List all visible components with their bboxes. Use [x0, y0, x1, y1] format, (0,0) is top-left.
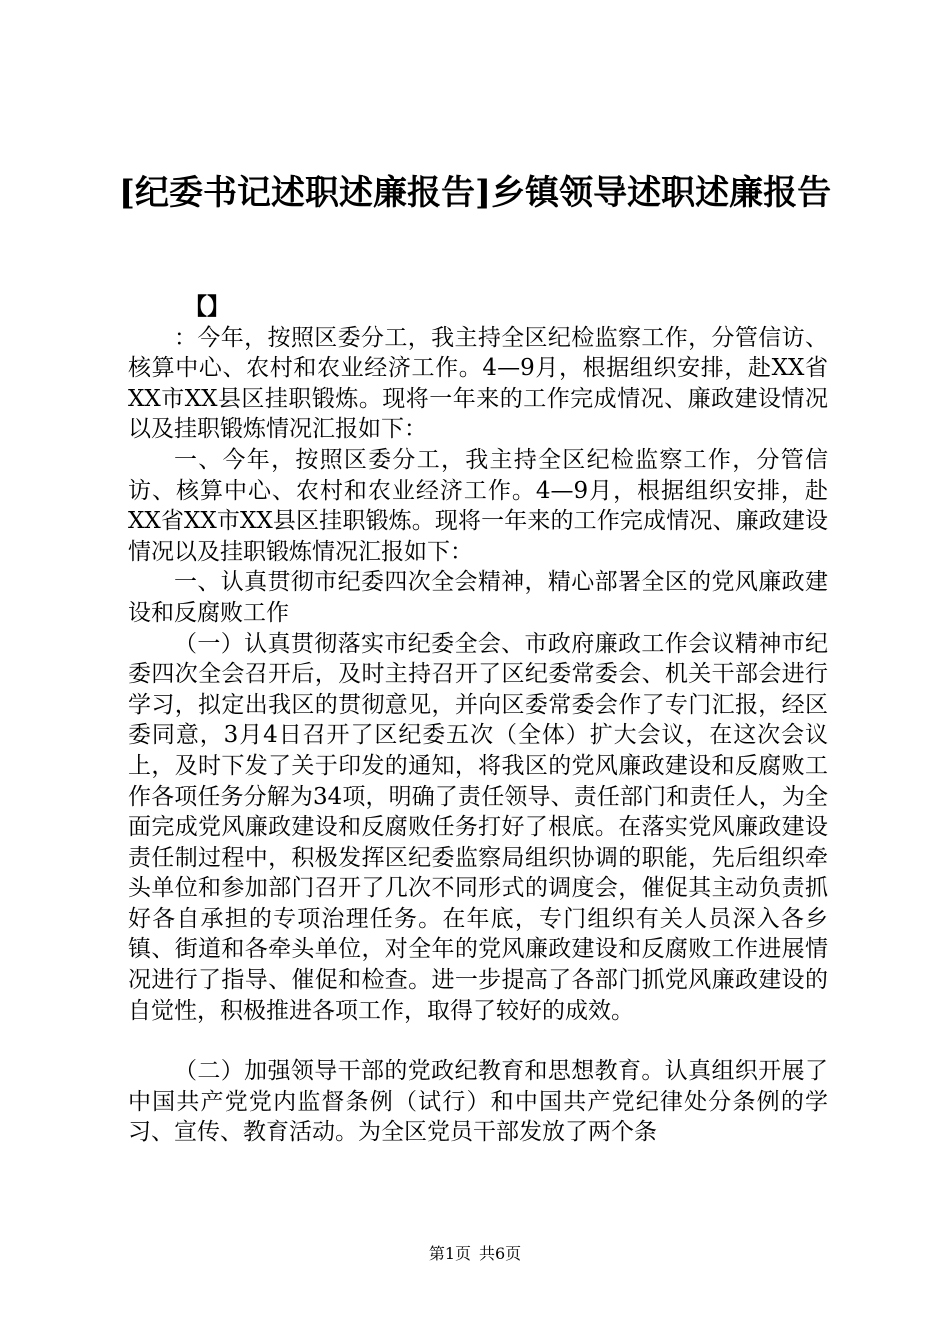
- paragraph-section-one-repeat: 一、今年，按照区委分工，我主持全区纪检监察工作，分管信访、核算中心、农村和农业经济工作。4—9月，根据组织安排，赴XX省XX市XX县区挂职锻炼。现将一年来的工作完成情况、廉政建设情况以及挂职锻炼情况汇报如下：: [128, 446, 828, 565]
- paragraph-subsection-one: （一）认真贯彻落实市纪委全会、市政府廉政工作会议精神市纪委四次全会召开后，及时主持召开了区纪委常委会、机关干部会进行学习，拟定出我区的贯彻意见，并向区委常委会作了专门汇报，经区委同意，3月4日召开了区纪委五次（全体）扩大会议，在这次会议上，及时下发了关于印发的通知，将我区的党风廉政建设和反腐败工作各项任务分解为34项，明确了责任领导、责任部门和责任人，为全面完成党风廉政建设和反腐败任务打好了根底。在落实党风廉政建设责任制过程中，积极发挥区纪委监察局组织协调的职能，先后组织牵头单位和参加部门召开了几次不同形式的调度会，催促其主动负责抓好各自承担的专项治理任务。在年底，专门组织有关人员深入各乡镇、街道和各牵头单位，对全年的党风廉政建设和反腐败工作进展情况进行了指导、催促和检查。进一步提高了各部门抓党风廉政建设的自觉性，积极推进各项工作，取得了较好的成效。: [128, 630, 828, 1024]
- paragraph-section-one-heading: 一、认真贯彻市纪委四次全会精神，精心部署全区的党风廉政建设和反腐败工作: [128, 569, 828, 626]
- document-title: [纪委书记述职述廉报告]乡镇领导述职述廉报告: [118, 173, 832, 213]
- paragraph-intro: ：今年，按照区委分工，我主持全区纪检监察工作，分管信访、核算中心、农村和农业经济工作。4—9月，根据组织安排，赴XX省XX市XX县区挂职锻炼。现将一年来的工作完成情况、廉政建设情况以及挂职锻炼情况汇报如下：: [128, 324, 828, 443]
- paragraph-subsection-two: （二）加强领导干部的党政纪教育和思想教育。认真组织开展了中国共产党党内监督条例（试行）和中国共产党纪律处分条例的学习、宣传、教育活动。为全区党员干部发放了两个条: [128, 1058, 828, 1146]
- page-footer: [0, 1244, 950, 1264]
- page-number: 第1页: [428, 1244, 471, 1263]
- document-body: [128, 292, 828, 1148]
- page-total: 共6页: [479, 1244, 522, 1263]
- bracket-heading: 【】: [184, 293, 230, 320]
